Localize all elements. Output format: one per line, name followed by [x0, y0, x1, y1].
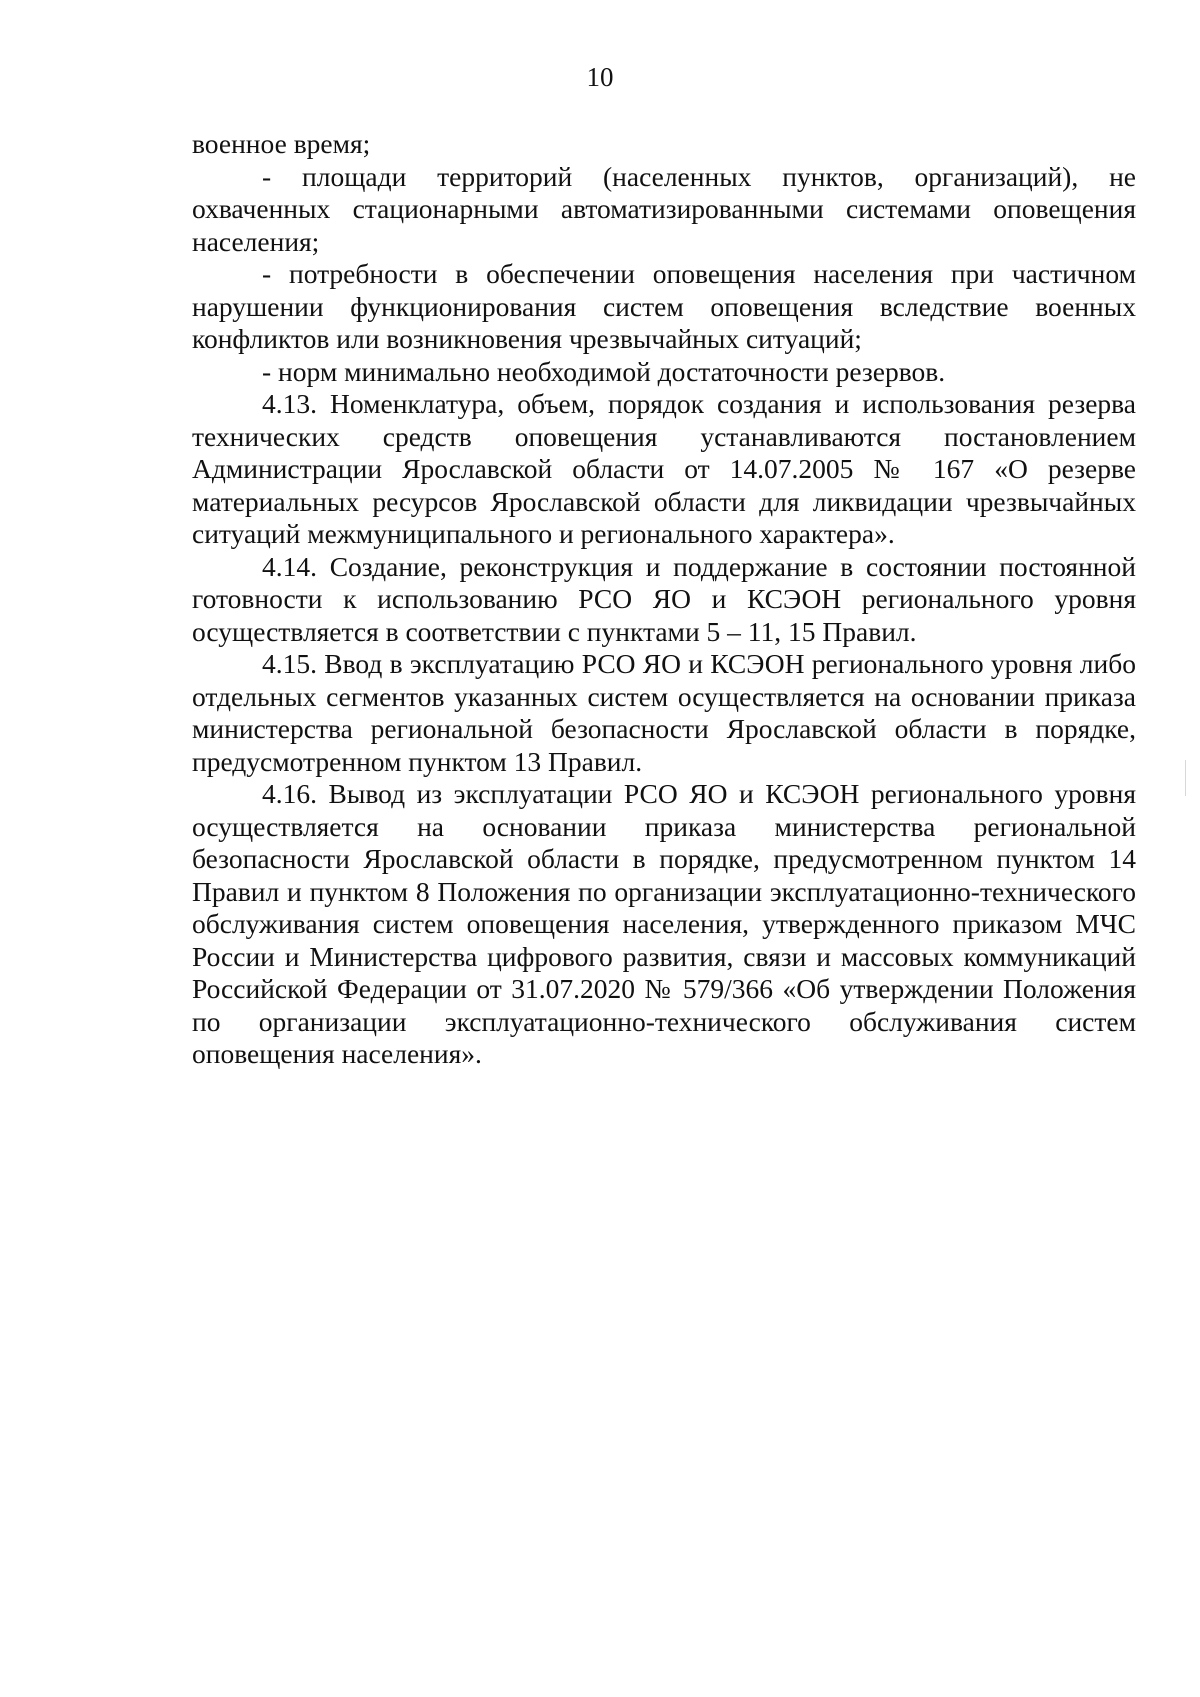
document-body	[192, 128, 1136, 1071]
paragraph-reserve-norms: - норм минимально необходимой достаточности резервов.	[262, 355, 946, 387]
paragraph-4-15: 4.15. Ввод в эксплуатацию РСО ЯО и КСЭОН регионального уровня либо отдельных сегментов указанных систем осуществляется на основании приказа министерства региональной безопасности Ярославской области в порядке, предусмотренном пунктом 13 Правил.	[192, 648, 1136, 777]
paragraph-4-14: 4.14. Создание, реконструкция и поддержание в состоянии постоянной готовности к использованию РСО ЯО и КСЭОН регионального уровня осуществляется в соответствии с пунктами 5 – 11, 15 Правил.	[192, 550, 1136, 647]
paragraph-uncovered-areas: - площади территорий (населенных пунктов, организаций), не охваченных стационарными автоматизированными системами оповещения населения;	[192, 160, 1136, 257]
paragraph-wartime-continuation: военное время;	[192, 128, 371, 159]
scan-artifact	[1185, 760, 1186, 796]
paragraph-4-16: 4.16. Вывод из эксплуатации РСО ЯО и КСЭОН регионального уровня осуществляется на основании приказа министерства региональной безопасности Ярославской области в порядке, предусмотренном пунктом 14 Правил и пунктом 8 Положения по организации эксплуатационно-технического обслуживания систем оповещения населения, утвержденного приказом МЧС России и Министерства цифрового развития, связи и массовых коммуникаций Российской Федерации от 31.07.2020 № 579/366 «Об утверждении Положения по организации эксплуатационно-технического обслуживания систем оповещения населения».	[192, 778, 1136, 1069]
paragraph-4-13: 4.13. Номенклатура, объем, порядок создания и использования резерва технических средств оповещения устанавливаются постановлением Администрации Ярославской области от 14.07.2005 № 167 «О резерве материальных ресурсов Ярославской области для ликвидации чрезвычайных ситуаций межмуниципального и регионального характера».	[192, 388, 1136, 549]
page-number: 10	[586, 62, 614, 92]
paragraph-partial-failure-needs: - потребности в обеспечении оповещения населения при частичном нарушении функционирования систем оповещения вследствие военных конфликтов или возникновения чрезвычайных ситуаций;	[192, 258, 1136, 354]
